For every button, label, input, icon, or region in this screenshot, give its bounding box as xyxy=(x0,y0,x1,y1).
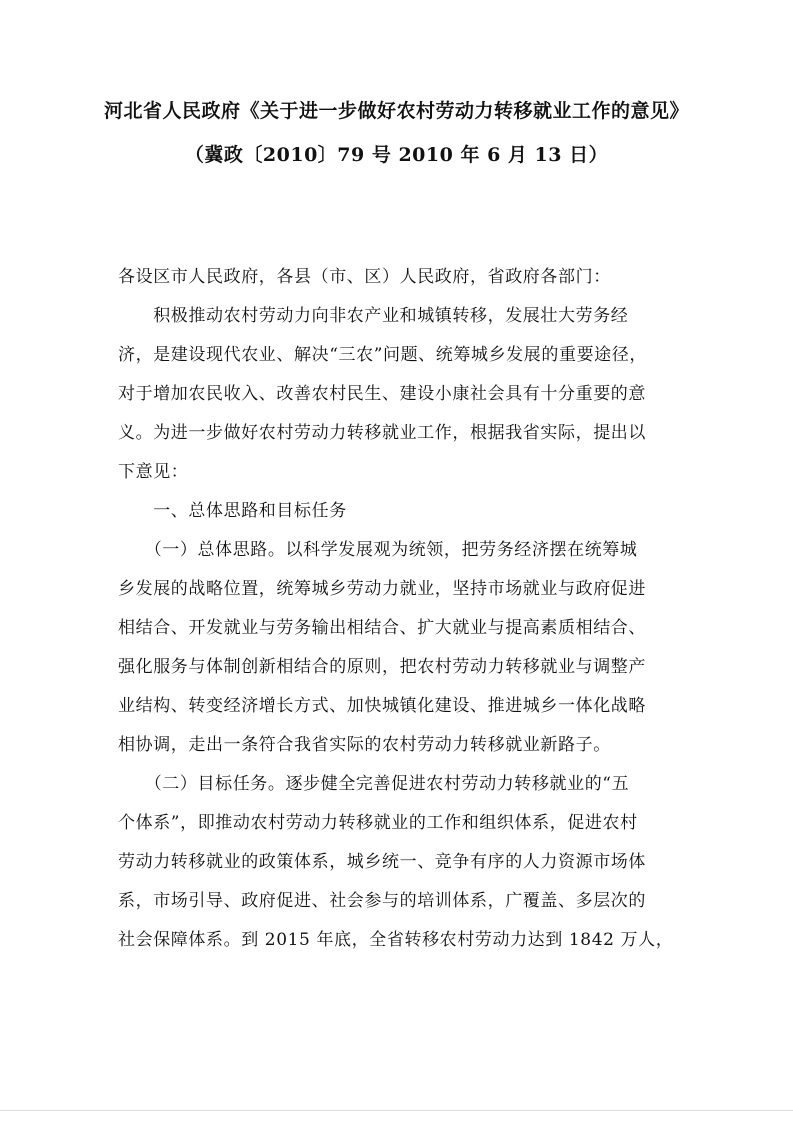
paragraph-line: 强化服务与体制创新相结合的原则，把农村劳动力转移就业与调整产 xyxy=(118,657,646,677)
paragraph-line: 社会保障体系。到 2015 年底，全省转移农村劳动力达到 1842 万人， xyxy=(118,930,674,950)
section-heading: 一、总体思路和目标任务 xyxy=(118,501,347,521)
paragraph-line: 相结合、开发就业与劳务输出相结合、扩大就业与提高素质相结合、 xyxy=(118,618,646,638)
paragraph-line: 系，市场引导、政府促进、社会参与的培训体系，广覆盖、多层次的 xyxy=(118,891,646,911)
paragraph-line: 个体系”，即推动农村劳动力转移就业的工作和组织体系，促进农村 xyxy=(118,813,638,833)
paragraph-line: 积极推动农村劳动力向非农产业和城镇转移，发展壮大劳务经 xyxy=(118,306,629,326)
paragraph-line: 义。为进一步做好农村劳动力转移就业工作，根据我省实际，提出以 xyxy=(118,423,646,443)
salutation-line: 各设区市人民政府，各县（市、区）人民政府，省政府各部门： xyxy=(118,267,611,287)
paragraph-line: 济，是建设现代农业、解决“三农”问题、统筹城乡发展的重要途径， xyxy=(118,345,647,365)
paragraph-line: 相协调，走出一条符合我省实际的农村劳动力转移就业新路子。 xyxy=(118,735,611,755)
paragraph-line: （二）目标任务。逐步健全完善促进农村劳动力转移就业的“五 xyxy=(118,774,630,794)
paragraph-line: （一）总体思路。以科学发展观为统领，把劳务经济摆在统筹城 xyxy=(118,540,638,560)
document-body xyxy=(118,258,678,960)
paragraph-line: 劳动力转移就业的政策体系，城乡统一、竞争有序的人力资源市场体 xyxy=(118,852,646,872)
paragraph-line: 对于增加农民收入、改善农村民生、建设小康社会具有十分重要的意 xyxy=(118,384,646,404)
document-subtitle: （冀政〔2010〕79 号 2010 年 6 月 13 日） xyxy=(184,144,609,166)
paragraph-line: 下意见： xyxy=(118,462,189,482)
paragraph-line: 业结构、转变经济增长方式、加快城镇化建设、推进城乡一体化战略 xyxy=(118,696,646,716)
page-bottom-divider xyxy=(0,1110,793,1111)
paragraph-line: 乡发展的战略位置，统筹城乡劳动力就业，坚持市场就业与政府促进 xyxy=(118,579,646,599)
document-title: 河北省人民政府《关于进一步做好农村劳动力转移就业工作的意见》 xyxy=(103,100,689,122)
